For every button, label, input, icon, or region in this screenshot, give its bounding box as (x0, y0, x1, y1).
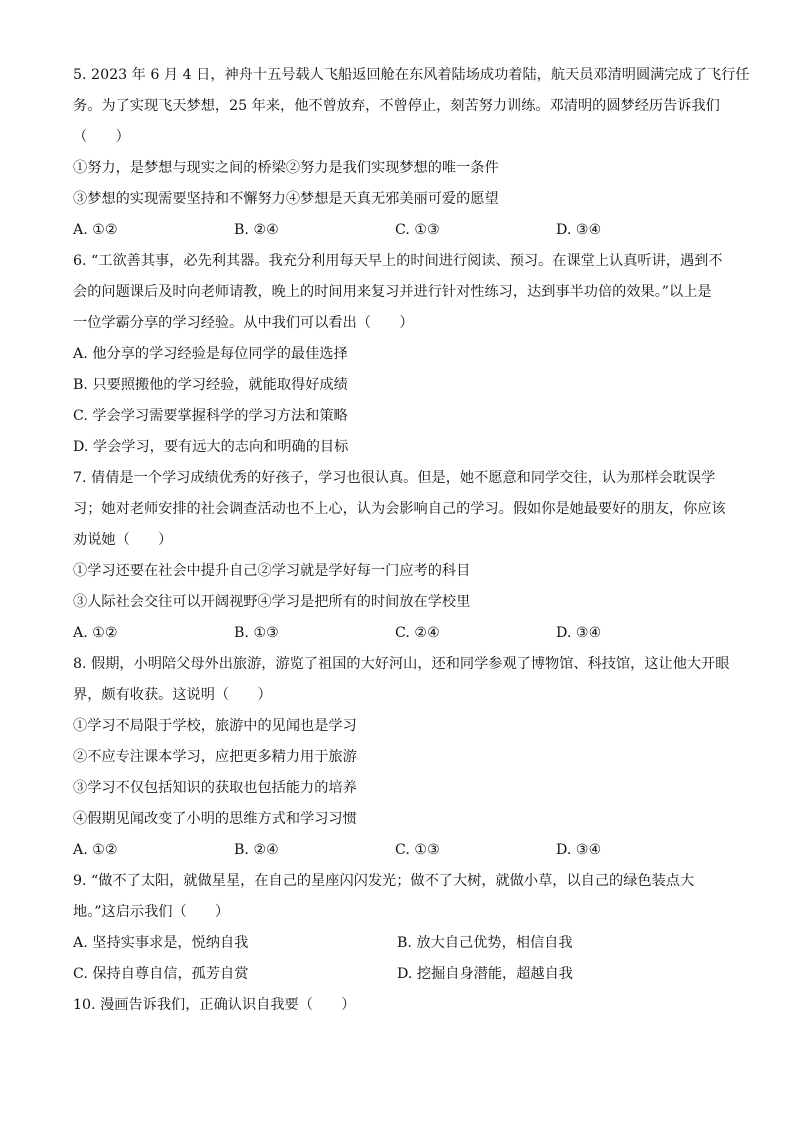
answer-paren: （ ） (73, 129, 130, 145)
option-c: C. 保持自尊自信，孤芳自赏 (73, 966, 249, 982)
statement-line: ①努力，是梦想与现实之间的桥梁②努力是我们实现梦想的唯一条件 (73, 160, 499, 176)
options-row (73, 618, 733, 649)
question-stem-line: 5. 2023 年 6 月 4 日，神舟十五号载人飞船返回舱在东风着陆场成功着陆，航天员邓清明圆满完成了飞行任 (73, 67, 750, 83)
option-d: D. ③④ (556, 222, 602, 238)
question-stem-line: 一位学霸分享的学习经验。从中我们可以看出（ ） (73, 315, 414, 331)
question-stem-line: 务。为了实现飞天梦想，25 年来，他不曾放弃，不曾停止，刻苦努力训练。邓清明的圆梦经历告诉我们 (73, 98, 720, 114)
option-d: D. 挖掘自身潜能，超越自我 (397, 966, 573, 982)
statement-line: ④假期见闻改变了小明的思维方式和学习习惯 (73, 811, 357, 827)
question-stem-line: 会的问题课后及时向老师请教，晚上的时间用来复习并进行针对性练习，达到事半功倍的效果。”以上是 (73, 284, 712, 300)
statement-line: ③梦想的实现需要坚持和不懈努力④梦想是天真无邪美丽可爱的愿望 (73, 191, 499, 207)
option-d: D. ③④ (556, 625, 602, 641)
question-stem-line: 界，颇有收获。这说明（ ） (73, 687, 272, 703)
question-8 (73, 649, 733, 866)
options-row (73, 215, 733, 246)
option-a: A. 他分享的学习经验是每位同学的最佳选择 (73, 346, 348, 362)
question-5 (73, 60, 750, 246)
exam-page (73, 60, 750, 1021)
question-7 (73, 463, 733, 649)
option-c: C. ①③ (395, 222, 440, 238)
question-stem-line: 地。”这启示我们（ ） (73, 904, 230, 920)
question-6 (73, 246, 733, 463)
question-stem-line: 6. “工欲善其事，必先利其器。我充分利用每天早上的时间进行阅读、预习。在课堂上认真听讲，遇到不 (73, 253, 723, 269)
question-stem-line: 9. “做不了太阳，就做星星，在自己的星座闪闪发光；做不了大树，就做小草，以自己的绿色装点大 (73, 873, 695, 889)
option-c: C. ②④ (395, 625, 440, 641)
option-a: A. 坚持实事求是，悦纳自我 (73, 935, 249, 951)
question-stem-line: 习；她对老师安排的社会调查活动也不上心，认为会影响自己的学习。假如你是她最要好的朋友，你应该 (73, 501, 726, 517)
statement-line: ②不应专注课本学习，应把更多精力用于旅游 (73, 749, 357, 765)
option-d: D. 学会学习，要有远大的志向和明确的目标 (73, 439, 349, 455)
option-d: D. ③④ (556, 842, 602, 858)
options-row (73, 928, 733, 959)
option-b: B. 放大自己优势，相信自我 (397, 935, 573, 951)
option-c: C. 学会学习需要掌握科学的学习方法和策略 (73, 408, 348, 424)
option-c: C. ①③ (395, 842, 440, 858)
option-b: B. ②④ (234, 222, 279, 238)
question-10 (73, 990, 733, 1021)
option-b: B. 只要照搬他的学习经验，就能取得好成绩 (73, 377, 348, 393)
question-stem-line: 劝说她（ ） (73, 532, 173, 548)
option-b: B. ②④ (234, 842, 279, 858)
question-stem-line: 10. 漫画告诉我们，正确认识自我要（ ） (73, 997, 356, 1013)
option-a: A. ①② (73, 842, 118, 858)
option-a: A. ①② (73, 222, 118, 238)
statement-line: ①学习不局限于学校，旅游中的见闻也是学习 (73, 718, 357, 734)
statement-line: ①学习还要在社会中提升自己②学习就是学好每一门应考的科目 (73, 563, 471, 579)
statement-line: ③人际社会交往可以开阔视野④学习是把所有的时间放在学校里 (73, 594, 471, 610)
statement-line: ③学习不仅包括知识的获取也包括能力的培养 (73, 780, 357, 796)
question-stem-line: 8. 假期，小明陪父母外出旅游，游览了祖国的大好河山，还和同学参观了博物馆、科技馆，这让他大开眼 (73, 656, 730, 672)
question-9 (73, 866, 733, 990)
options-row (73, 959, 733, 990)
option-a: A. ①② (73, 625, 118, 641)
question-stem-line: 7. 倩倩是一个学习成绩优秀的好孩子，学习也很认真。但是，她不愿意和同学交往，认为那样会耽误学 (73, 470, 716, 486)
options-row (73, 835, 733, 866)
option-b: B. ①③ (234, 625, 279, 641)
